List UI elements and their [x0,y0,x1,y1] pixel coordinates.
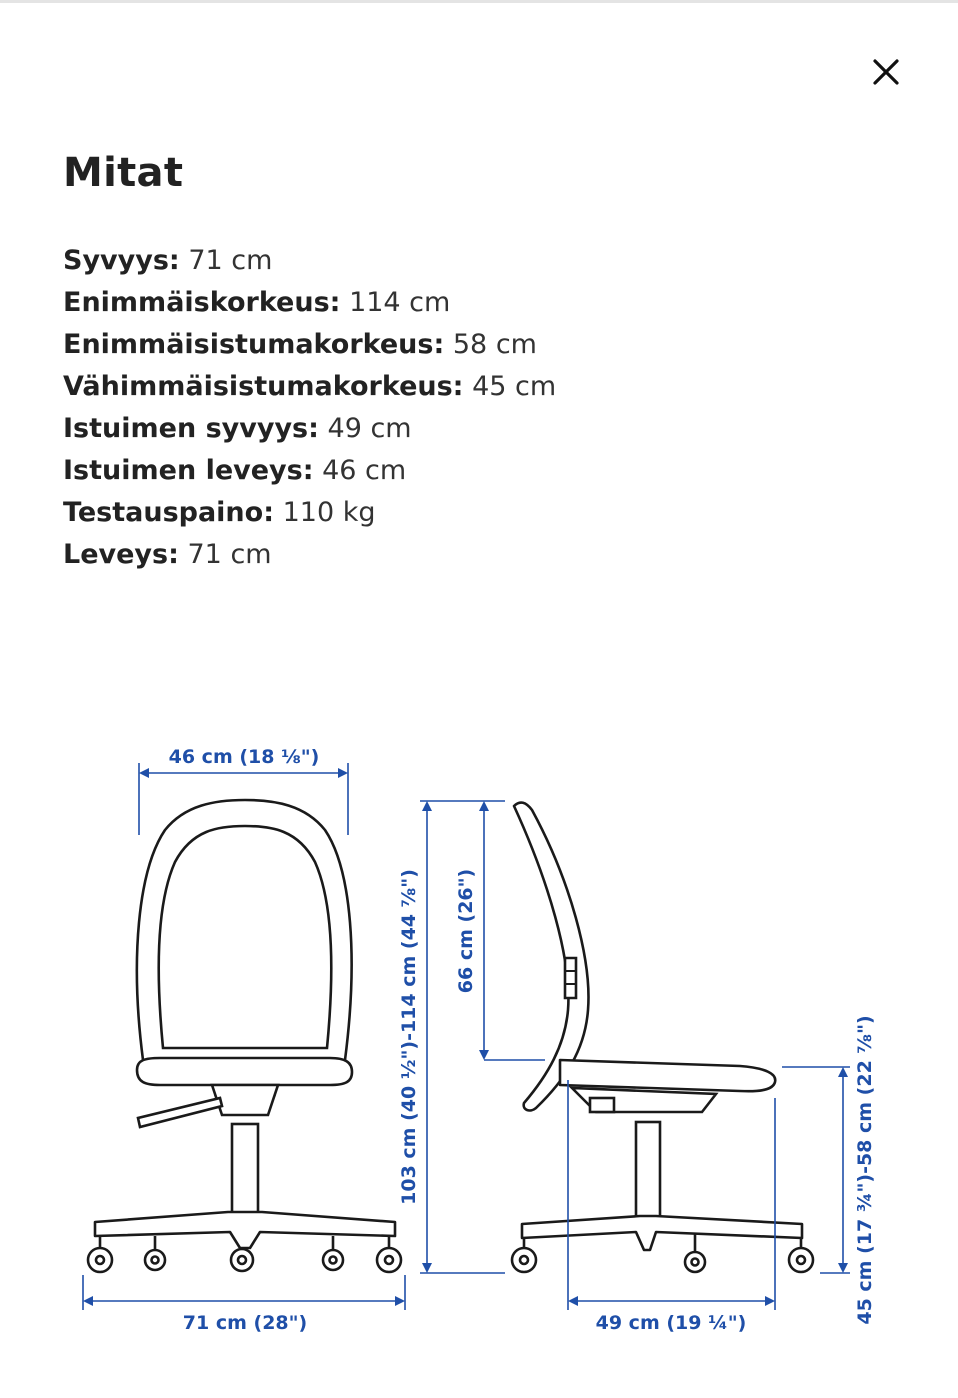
dimension-value: 58 cm [452,329,537,360]
seat-height-dimension [782,1015,876,1324]
page-title: Mitat [63,150,184,196]
seat-height-label: 45 cm (17 ¾")-58 cm (22 ⅞") [854,1015,876,1325]
dimension-value: 110 kg [282,497,376,528]
back-height-label: 66 cm (26") [455,868,477,994]
dimension-label: Istuimen leveys: [63,455,314,486]
dimension-value: 46 cm [322,455,407,486]
dimension-value: 45 cm [472,371,557,402]
sheet-top-edge [0,0,958,3]
close-button[interactable] [862,48,910,96]
dimension-value: 71 cm [187,539,272,570]
dimension-label: Vähimmäisistumakorkeus: [63,371,464,402]
dimension-list [63,240,556,576]
dimension-row [63,282,556,324]
dimension-label: Enimmäiskorkeus: [63,287,341,318]
base-width-label: 71 cm (28") [182,1312,308,1334]
seat-depth-dimension [568,1080,775,1334]
dimension-row [63,534,556,576]
dimension-label: Istuimen syvyys: [63,413,319,444]
dimension-label: Leveys: [63,539,179,570]
base-width-dimension [83,1275,405,1334]
dimension-label: Enimmäisistumakorkeus: [63,329,445,360]
dimension-drawing [0,720,958,1380]
chair-front-view [88,800,401,1272]
dimension-value: 114 cm [349,287,451,318]
total-height-dimension [398,801,505,1273]
dimension-row [63,240,556,282]
dimension-row [63,492,556,534]
chair-side-view [512,803,813,1272]
dimension-value: 49 cm [327,413,412,444]
close-icon [872,58,900,86]
dimension-row [63,324,556,366]
total-height-label: 103 cm (40 ½")-114 cm (44 ⅞") [398,869,420,1205]
dimension-label: Testauspaino: [63,497,275,528]
dimension-row [63,450,556,492]
dimension-value: 71 cm [188,245,273,276]
dimension-row [63,366,556,408]
seat-depth-label: 49 cm (19 ¼") [595,1312,747,1334]
dimension-row [63,408,556,450]
seat-width-label: 46 cm (18 ⅛") [168,746,320,768]
dimension-label: Syvyys: [63,245,180,276]
